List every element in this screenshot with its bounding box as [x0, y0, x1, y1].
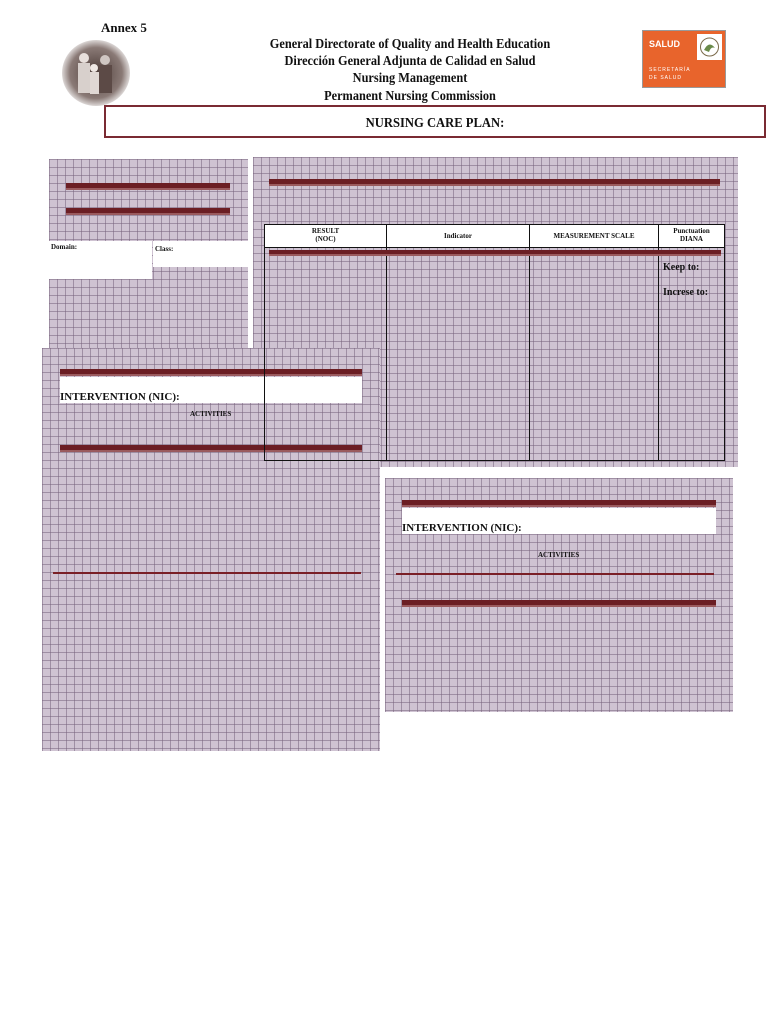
domain-field[interactable]	[49, 241, 152, 279]
plan-title: NURSING CARE PLAN:	[365, 116, 505, 131]
divider-bar	[402, 600, 716, 605]
logo-brand: SALUD	[649, 39, 680, 49]
header-line-2: Dirección General Adjunta de Calidad en Salud	[284, 54, 536, 69]
column-divider	[529, 225, 530, 460]
header-punct-line-2: DIANA	[680, 235, 703, 243]
header-punctuation	[659, 227, 724, 243]
divider-bar	[402, 500, 716, 505]
header-measurement-scale: MEASUREMENT SCALE	[553, 232, 635, 240]
salud-logo	[642, 30, 726, 88]
intervention-panel-left	[42, 348, 380, 751]
divider-line	[53, 572, 361, 574]
table-overlap-line	[264, 460, 384, 461]
column-divider	[658, 225, 659, 460]
class-label: Class:	[155, 245, 174, 253]
keep-to-label: Keep to:	[663, 262, 700, 273]
divider-bar	[60, 445, 362, 450]
table-overlap-line	[264, 348, 265, 461]
divider-bar	[269, 250, 721, 254]
header-result	[265, 227, 386, 243]
annex-label: Annex 5	[101, 20, 147, 35]
header-result-line-2: (NOC)	[315, 235, 336, 243]
domain-label: Domain:	[51, 243, 78, 251]
logo-sub-1: SECRETARÍA	[649, 67, 691, 73]
header-line-4: Permanent Nursing Commission	[324, 89, 496, 104]
header-indicator: Indicator	[444, 232, 472, 240]
increase-to-label: Increse to:	[663, 287, 709, 298]
divider-bar	[66, 183, 230, 188]
header-result-line-1: RESULT	[311, 227, 340, 235]
eagle-emblem-icon	[697, 34, 722, 60]
plan-title-box	[104, 105, 766, 138]
header-line-1: General Directorate of Quality and Health Education	[269, 37, 551, 52]
divider-bar	[60, 369, 362, 374]
header	[190, 37, 630, 107]
header-punct-line-1: Punctuation	[673, 227, 710, 235]
divider-bar	[66, 208, 230, 213]
logo-sub-2: DE SALUD	[649, 75, 683, 81]
class-field[interactable]	[153, 241, 248, 267]
nurses-illustration	[60, 38, 132, 108]
column-divider	[386, 225, 387, 460]
divider-bar	[269, 179, 720, 184]
activities-label-right: ACTIVITIES	[538, 551, 580, 559]
header-line-3: Nursing Management	[352, 71, 468, 86]
intervention-label-right: INTERVENTION (NIC):	[402, 522, 522, 534]
activities-label-left: ACTIVITIES	[190, 410, 232, 418]
intervention-label-left: INTERVENTION (NIC):	[60, 391, 180, 403]
divider-line	[396, 573, 714, 575]
